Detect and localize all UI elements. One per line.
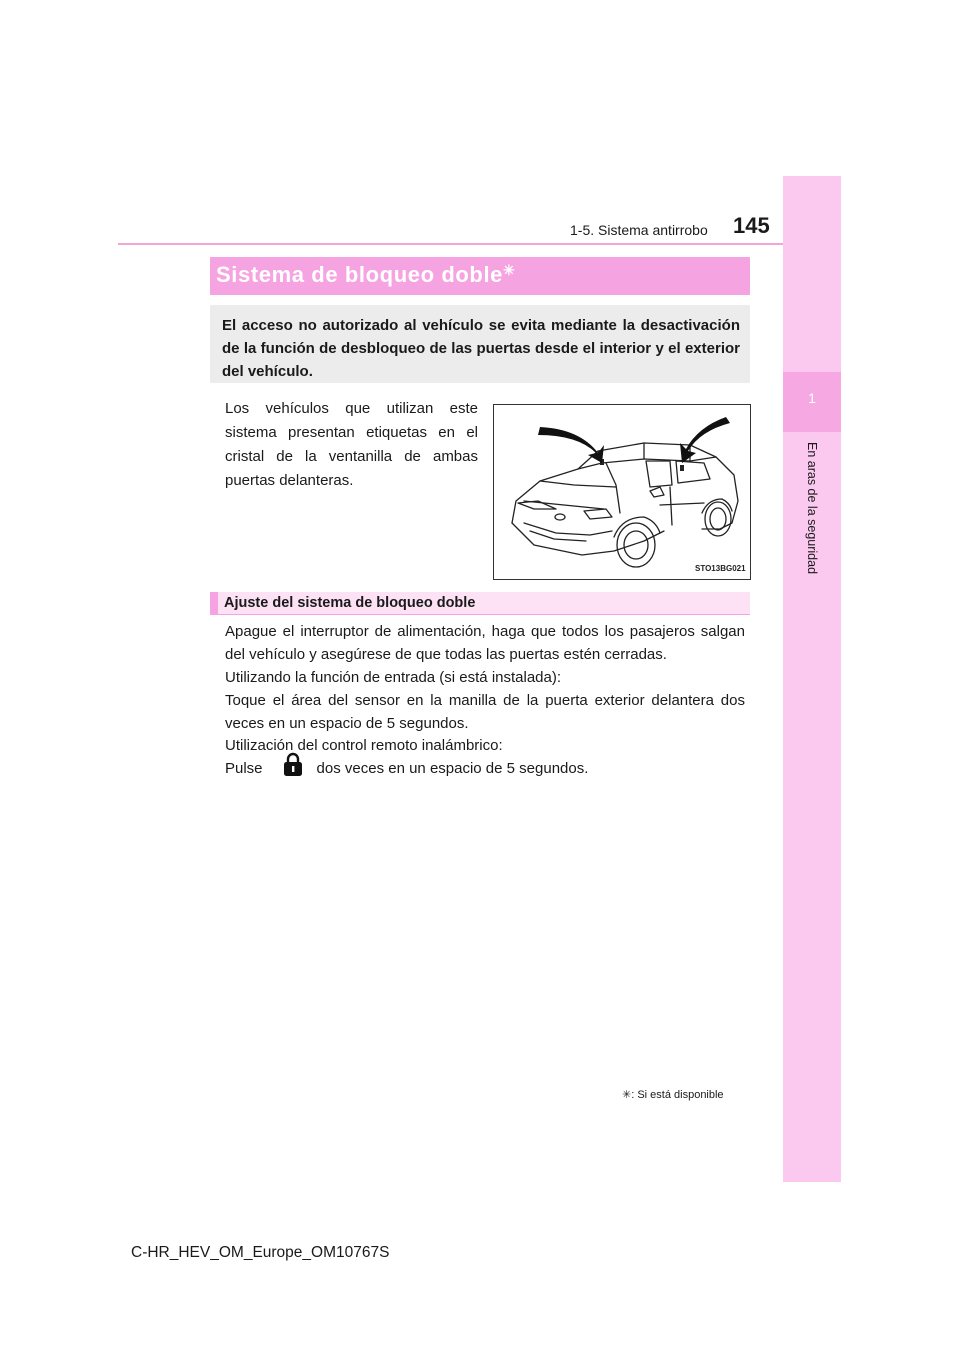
chapter-side-tab bbox=[783, 176, 841, 1182]
header-divider bbox=[118, 243, 783, 245]
subsection-accent bbox=[210, 592, 218, 614]
page-title-text: Sistema de bloqueo doble bbox=[216, 262, 503, 287]
asterisk-marker: ✳ bbox=[503, 262, 516, 278]
remote-rest: dos veces en un espacio de 5 segundos. bbox=[316, 760, 589, 777]
remote-heading: Utilización del control remoto inalámbrico: bbox=[225, 737, 503, 754]
subsection-underline bbox=[210, 614, 750, 615]
entry-function-heading: Utilizando la función de entrada (si está instalada): bbox=[225, 669, 562, 686]
entry-function-text: Toque el área del sensor en la manilla de la puerta exterior delantera dos veces en un espacio de 5 segundos. bbox=[225, 692, 745, 732]
figure-code: STO13BG021 bbox=[695, 564, 746, 573]
instruction-power-off: Apague el interruptor de alimentación, haga que todos los pasajeros salgan del vehículo y asegúrese de que todas las puertas estén cerradas. bbox=[225, 623, 745, 663]
instruction-entry-function bbox=[225, 666, 745, 735]
asterisk-icon: ✳ bbox=[622, 1089, 632, 1101]
page-number: 145 bbox=[733, 213, 770, 238]
label-description: Los vehículos que utilizan este sistema presentan etiquetas en el cristal de la ventanilla de ambas puertas delanteras. bbox=[225, 400, 478, 489]
section-reference: 1-5. Sistema antirrobo bbox=[570, 222, 708, 238]
car-drawing bbox=[494, 405, 750, 579]
intro-text: El acceso no autorizado al vehículo se evita mediante la desactivación de la función de desbloqueo de las puertas desde el interior y el exterior del vehículo. bbox=[222, 317, 740, 380]
subsection-title: Ajuste del sistema de bloqueo doble bbox=[224, 595, 476, 611]
document-code: C-HR_HEV_OM_Europe_OM10767S bbox=[131, 1244, 390, 1261]
car-illustration bbox=[493, 404, 751, 580]
chapter-title: En aras de la seguridad bbox=[805, 442, 819, 575]
pulse-word: Pulse bbox=[225, 760, 263, 777]
footnote-text: : Si está disponible bbox=[631, 1089, 724, 1101]
chapter-number: 1 bbox=[808, 390, 816, 406]
lock-icon bbox=[282, 752, 304, 776]
page-title bbox=[216, 262, 515, 288]
footnote bbox=[622, 1088, 724, 1101]
